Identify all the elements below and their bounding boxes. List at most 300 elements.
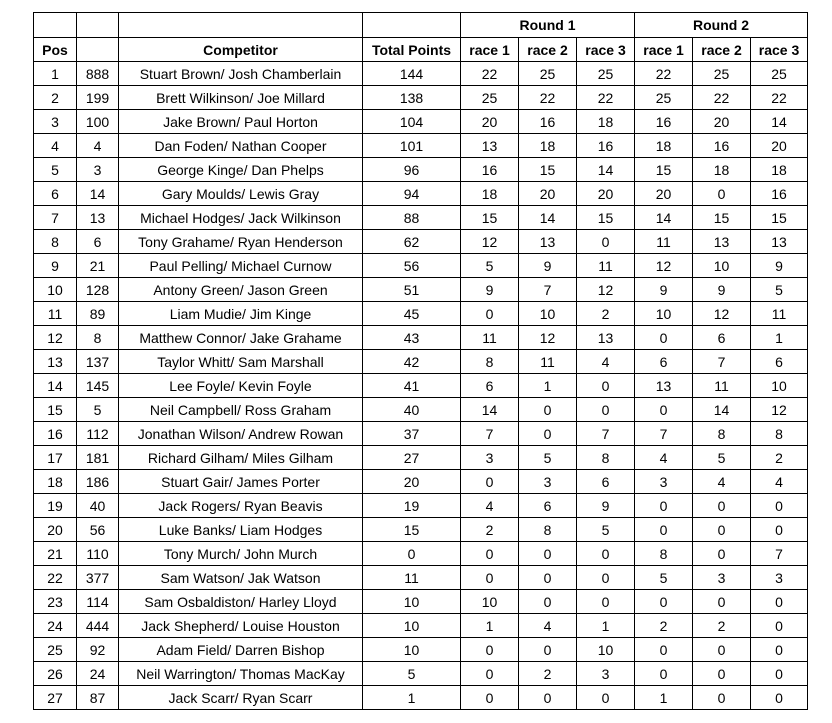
round-1-race-1-cell: 13 — [461, 134, 519, 158]
round-header-row — [34, 13, 808, 38]
total-points-cell: 45 — [363, 302, 461, 326]
table-row — [34, 638, 808, 662]
round-2-race-1-cell: 1 — [635, 686, 693, 710]
round-2-race-3-cell: 6 — [751, 350, 808, 374]
number-cell: 112 — [77, 422, 119, 446]
total-points-cell: 1 — [363, 686, 461, 710]
round-1-race-1-cell: 7 — [461, 422, 519, 446]
round-1-race-3-cell: 8 — [577, 446, 635, 470]
round-1-race-1-cell: 11 — [461, 326, 519, 350]
total-points-cell: 5 — [363, 662, 461, 686]
number-cell: 6 — [77, 230, 119, 254]
number-cell: 14 — [77, 182, 119, 206]
round-1-race-3-cell: 0 — [577, 566, 635, 590]
round-2-race-3-cell: 0 — [751, 614, 808, 638]
table-row — [34, 134, 808, 158]
round-1-race-2-cell: 2 — [519, 662, 577, 686]
round-1-race-3-cell: 0 — [577, 686, 635, 710]
round-1-race-2-cell: 12 — [519, 326, 577, 350]
table-row — [34, 230, 808, 254]
pos-cell: 2 — [34, 86, 77, 110]
pos-cell: 24 — [34, 614, 77, 638]
blank-header-cell — [119, 13, 363, 38]
round-2-race-2-cell: 22 — [693, 86, 751, 110]
pos-cell: 22 — [34, 566, 77, 590]
round-2-race-3-cell: 0 — [751, 518, 808, 542]
round-2-race-3-cell: 22 — [751, 86, 808, 110]
round-1-race-3-cell: 0 — [577, 590, 635, 614]
round-2-race-3-cell: 20 — [751, 134, 808, 158]
number-cell: 888 — [77, 62, 119, 86]
competitor-header: Competitor — [119, 38, 363, 62]
competitor-cell: Michael Hodges/ Jack Wilkinson — [119, 206, 363, 230]
round-2-race-2-cell: 7 — [693, 350, 751, 374]
pos-cell: 25 — [34, 638, 77, 662]
round-1-race-2-cell: 14 — [519, 206, 577, 230]
round-1-race-3-cell: 11 — [577, 254, 635, 278]
results-body — [34, 62, 808, 710]
round-1-race-1-cell: 0 — [461, 566, 519, 590]
number-cell: 181 — [77, 446, 119, 470]
round-1-race-1-cell: 5 — [461, 254, 519, 278]
round-1-race-1-cell: 2 — [461, 518, 519, 542]
table-row — [34, 374, 808, 398]
total-points-cell: 0 — [363, 542, 461, 566]
round-2-race-3-cell: 4 — [751, 470, 808, 494]
round-2-race-1-cell: 22 — [635, 62, 693, 86]
round-1-race-2-cell: 18 — [519, 134, 577, 158]
pos-cell: 5 — [34, 158, 77, 182]
round-1-race-1-cell: 1 — [461, 614, 519, 638]
round-2-race-2-cell: 5 — [693, 446, 751, 470]
total-points-cell: 37 — [363, 422, 461, 446]
round-2-race-1-cell: 8 — [635, 542, 693, 566]
round-2-race-1-cell: 16 — [635, 110, 693, 134]
number-cell: 145 — [77, 374, 119, 398]
table-row — [34, 254, 808, 278]
total-points-header: Total Points — [363, 38, 461, 62]
table-row — [34, 110, 808, 134]
table-row — [34, 686, 808, 710]
total-points-cell: 19 — [363, 494, 461, 518]
round-1-race-3-cell: 25 — [577, 62, 635, 86]
round-2-race-2-cell: 6 — [693, 326, 751, 350]
competitor-cell: Adam Field/ Darren Bishop — [119, 638, 363, 662]
round-1-race-2-cell: 25 — [519, 62, 577, 86]
total-points-cell: 40 — [363, 398, 461, 422]
column-header-row — [34, 38, 808, 62]
round-1-race-2-cell: 5 — [519, 446, 577, 470]
table-row — [34, 494, 808, 518]
number-cell: 377 — [77, 566, 119, 590]
round-2-race-1-cell: 0 — [635, 638, 693, 662]
round-2-race-3-cell: 16 — [751, 182, 808, 206]
competitor-cell: Jonathan Wilson/ Andrew Rowan — [119, 422, 363, 446]
round-1-race-3-cell: 0 — [577, 230, 635, 254]
total-points-cell: 11 — [363, 566, 461, 590]
number-cell: 444 — [77, 614, 119, 638]
round-2-race-1-header: race 1 — [635, 38, 693, 62]
round-1-race-3-cell: 15 — [577, 206, 635, 230]
competitor-cell: Neil Warrington/ Thomas MacKay — [119, 662, 363, 686]
round-2-race-1-cell: 0 — [635, 326, 693, 350]
round-1-race-2-cell: 10 — [519, 302, 577, 326]
round-1-race-1-cell: 3 — [461, 446, 519, 470]
round-1-race-2-cell: 1 — [519, 374, 577, 398]
round-2-race-2-cell: 0 — [693, 494, 751, 518]
round-1-race-1-cell: 25 — [461, 86, 519, 110]
pos-header: Pos — [34, 38, 77, 62]
total-points-cell: 104 — [363, 110, 461, 134]
pos-cell: 9 — [34, 254, 77, 278]
round-2-race-1-cell: 15 — [635, 158, 693, 182]
table-row — [34, 302, 808, 326]
round-1-race-1-cell: 9 — [461, 278, 519, 302]
round-1-race-1-header: race 1 — [461, 38, 519, 62]
pos-cell: 1 — [34, 62, 77, 86]
pos-cell: 15 — [34, 398, 77, 422]
competitor-cell: Brett Wilkinson/ Joe Millard — [119, 86, 363, 110]
round-1-race-2-cell: 16 — [519, 110, 577, 134]
number-cell: 199 — [77, 86, 119, 110]
round-2-race-2-cell: 0 — [693, 662, 751, 686]
competitor-cell: Sam Watson/ Jak Watson — [119, 566, 363, 590]
round-2-race-3-cell: 0 — [751, 590, 808, 614]
round-2-race-2-cell: 0 — [693, 542, 751, 566]
round-2-race-2-cell: 11 — [693, 374, 751, 398]
round-1-race-2-cell: 0 — [519, 686, 577, 710]
round-1-race-1-cell: 10 — [461, 590, 519, 614]
competitor-cell: Matthew Connor/ Jake Grahame — [119, 326, 363, 350]
table-row — [34, 614, 808, 638]
round-2-race-3-cell: 0 — [751, 662, 808, 686]
competitor-cell: Antony Green/ Jason Green — [119, 278, 363, 302]
number-cell: 110 — [77, 542, 119, 566]
competitor-cell: Jack Rogers/ Ryan Beavis — [119, 494, 363, 518]
pos-cell: 14 — [34, 374, 77, 398]
round-2-race-3-cell: 15 — [751, 206, 808, 230]
table-row — [34, 422, 808, 446]
table-row — [34, 326, 808, 350]
total-points-cell: 62 — [363, 230, 461, 254]
round-2-race-2-cell: 8 — [693, 422, 751, 446]
round-1-race-2-cell: 0 — [519, 638, 577, 662]
total-points-cell: 42 — [363, 350, 461, 374]
round-1-race-2-cell: 20 — [519, 182, 577, 206]
competitor-cell: Tony Murch/ John Murch — [119, 542, 363, 566]
round-1-race-1-cell: 8 — [461, 350, 519, 374]
table-row — [34, 182, 808, 206]
competitor-cell: Jack Shepherd/ Louise Houston — [119, 614, 363, 638]
table-row — [34, 86, 808, 110]
pos-cell: 7 — [34, 206, 77, 230]
pos-cell: 27 — [34, 686, 77, 710]
round-1-race-2-cell: 13 — [519, 230, 577, 254]
round-2-race-1-cell: 0 — [635, 662, 693, 686]
competitor-cell: Lee Foyle/ Kevin Foyle — [119, 374, 363, 398]
round-1-race-2-cell: 7 — [519, 278, 577, 302]
round-1-race-3-cell: 16 — [577, 134, 635, 158]
round-2-race-3-cell: 14 — [751, 110, 808, 134]
round-1-race-2-cell: 8 — [519, 518, 577, 542]
total-points-cell: 56 — [363, 254, 461, 278]
round-1-race-1-cell: 0 — [461, 662, 519, 686]
round-1-race-3-cell: 2 — [577, 302, 635, 326]
number-cell: 5 — [77, 398, 119, 422]
number-cell: 186 — [77, 470, 119, 494]
total-points-cell: 20 — [363, 470, 461, 494]
round-2-race-2-cell: 0 — [693, 686, 751, 710]
number-cell: 128 — [77, 278, 119, 302]
round-1-race-2-cell: 22 — [519, 86, 577, 110]
total-points-cell: 144 — [363, 62, 461, 86]
round-1-race-3-cell: 0 — [577, 374, 635, 398]
competitor-cell: Richard Gilham/ Miles Gilham — [119, 446, 363, 470]
number-cell: 13 — [77, 206, 119, 230]
pos-cell: 18 — [34, 470, 77, 494]
competitor-cell: Paul Pelling/ Michael Curnow — [119, 254, 363, 278]
round-1-race-1-cell: 22 — [461, 62, 519, 86]
round-2-race-1-cell: 3 — [635, 470, 693, 494]
round-2-race-1-cell: 13 — [635, 374, 693, 398]
round-2-race-3-cell: 3 — [751, 566, 808, 590]
round-2-race-3-cell: 0 — [751, 638, 808, 662]
blank-header-cell — [77, 13, 119, 38]
round-2-race-2-cell: 2 — [693, 614, 751, 638]
round-1-race-3-cell: 7 — [577, 422, 635, 446]
competitor-cell: Luke Banks/ Liam Hodges — [119, 518, 363, 542]
round-1-race-1-cell: 20 — [461, 110, 519, 134]
round-2-race-1-cell: 0 — [635, 398, 693, 422]
round-1-race-3-cell: 3 — [577, 662, 635, 686]
round-2-race-2-cell: 12 — [693, 302, 751, 326]
round-1-race-3-cell: 20 — [577, 182, 635, 206]
round-2-race-3-cell: 0 — [751, 686, 808, 710]
total-points-cell: 15 — [363, 518, 461, 542]
round-2-race-3-cell: 7 — [751, 542, 808, 566]
total-points-cell: 43 — [363, 326, 461, 350]
round-1-race-1-cell: 0 — [461, 470, 519, 494]
round-2-race-1-cell: 2 — [635, 614, 693, 638]
competitor-cell: Taylor Whitt/ Sam Marshall — [119, 350, 363, 374]
pos-cell: 23 — [34, 590, 77, 614]
number-cell: 21 — [77, 254, 119, 278]
round-2-race-1-cell: 5 — [635, 566, 693, 590]
pos-cell: 20 — [34, 518, 77, 542]
table-row — [34, 350, 808, 374]
round-2-race-3-cell: 5 — [751, 278, 808, 302]
number-cell: 40 — [77, 494, 119, 518]
total-points-cell: 88 — [363, 206, 461, 230]
table-row — [34, 398, 808, 422]
round-2-race-1-cell: 0 — [635, 518, 693, 542]
competitor-cell: Liam Mudie/ Jim Kinge — [119, 302, 363, 326]
round-2-race-1-cell: 10 — [635, 302, 693, 326]
round-1-race-1-cell: 16 — [461, 158, 519, 182]
round-2-race-1-cell: 25 — [635, 86, 693, 110]
round-1-race-3-cell: 0 — [577, 542, 635, 566]
round-2-race-3-cell: 1 — [751, 326, 808, 350]
round-2-race-2-header: race 2 — [693, 38, 751, 62]
round-2-race-1-cell: 0 — [635, 590, 693, 614]
round-1-race-3-cell: 6 — [577, 470, 635, 494]
round-2-race-2-cell: 0 — [693, 638, 751, 662]
round-2-race-2-cell: 15 — [693, 206, 751, 230]
round-1-race-2-cell: 15 — [519, 158, 577, 182]
round-1-race-2-cell: 9 — [519, 254, 577, 278]
round-2-race-3-cell: 12 — [751, 398, 808, 422]
number-cell: 56 — [77, 518, 119, 542]
round-2-race-1-cell: 12 — [635, 254, 693, 278]
competitor-cell: Stuart Brown/ Josh Chamberlain — [119, 62, 363, 86]
competitor-cell: Sam Osbaldiston/ Harley Lloyd — [119, 590, 363, 614]
total-points-cell: 10 — [363, 638, 461, 662]
pos-cell: 11 — [34, 302, 77, 326]
round-1-race-3-header: race 3 — [577, 38, 635, 62]
round-1-race-3-cell: 22 — [577, 86, 635, 110]
pos-cell: 16 — [34, 422, 77, 446]
round-1-race-1-cell: 0 — [461, 638, 519, 662]
table-row — [34, 662, 808, 686]
round-1-race-1-cell: 6 — [461, 374, 519, 398]
round-1-race-3-cell: 13 — [577, 326, 635, 350]
round-2-race-3-header: race 3 — [751, 38, 808, 62]
round-2-race-1-cell: 20 — [635, 182, 693, 206]
round-2-race-3-cell: 18 — [751, 158, 808, 182]
number-header — [77, 38, 119, 62]
round-1-race-3-cell: 1 — [577, 614, 635, 638]
round-1-race-2-cell: 4 — [519, 614, 577, 638]
round-2-race-2-cell: 3 — [693, 566, 751, 590]
number-cell: 4 — [77, 134, 119, 158]
round-2-race-1-cell: 11 — [635, 230, 693, 254]
round-2-race-3-cell: 0 — [751, 494, 808, 518]
number-cell: 8 — [77, 326, 119, 350]
pos-cell: 13 — [34, 350, 77, 374]
round-2-race-3-cell: 10 — [751, 374, 808, 398]
round-2-race-2-cell: 0 — [693, 182, 751, 206]
pos-cell: 21 — [34, 542, 77, 566]
competitor-cell: Neil Campbell/ Ross Graham — [119, 398, 363, 422]
round-1-race-2-cell: 3 — [519, 470, 577, 494]
round-1-race-1-cell: 14 — [461, 398, 519, 422]
pos-cell: 26 — [34, 662, 77, 686]
number-cell: 92 — [77, 638, 119, 662]
table-row — [34, 542, 808, 566]
table-row — [34, 518, 808, 542]
total-points-cell: 138 — [363, 86, 461, 110]
round-1-race-2-cell: 0 — [519, 542, 577, 566]
round-2-race-3-cell: 11 — [751, 302, 808, 326]
round-2-race-3-cell: 2 — [751, 446, 808, 470]
round-1-race-2-cell: 0 — [519, 590, 577, 614]
table-row — [34, 470, 808, 494]
round-2-race-1-cell: 4 — [635, 446, 693, 470]
round-2-race-2-cell: 0 — [693, 518, 751, 542]
number-cell: 89 — [77, 302, 119, 326]
round-2-race-2-cell: 14 — [693, 398, 751, 422]
round-1-race-3-cell: 4 — [577, 350, 635, 374]
pos-cell: 6 — [34, 182, 77, 206]
round-1-race-1-cell: 0 — [461, 686, 519, 710]
table-row — [34, 206, 808, 230]
round-2-race-3-cell: 8 — [751, 422, 808, 446]
round-1-race-2-cell: 11 — [519, 350, 577, 374]
pos-cell: 17 — [34, 446, 77, 470]
round-1-race-3-cell: 10 — [577, 638, 635, 662]
number-cell: 137 — [77, 350, 119, 374]
total-points-cell: 10 — [363, 614, 461, 638]
competitor-cell: George Kinge/ Dan Phelps — [119, 158, 363, 182]
round-2-race-3-cell: 25 — [751, 62, 808, 86]
round-2-race-2-cell: 0 — [693, 590, 751, 614]
competitor-cell: Jake Brown/ Paul Horton — [119, 110, 363, 134]
number-cell: 3 — [77, 158, 119, 182]
round-2-race-2-cell: 20 — [693, 110, 751, 134]
table-row — [34, 566, 808, 590]
pos-cell: 10 — [34, 278, 77, 302]
pos-cell: 8 — [34, 230, 77, 254]
round-1-race-3-cell: 0 — [577, 398, 635, 422]
round-1-race-1-cell: 18 — [461, 182, 519, 206]
round-2-race-2-cell: 9 — [693, 278, 751, 302]
round-1-race-1-cell: 0 — [461, 302, 519, 326]
pos-cell: 19 — [34, 494, 77, 518]
round-1-race-2-cell: 0 — [519, 398, 577, 422]
total-points-cell: 10 — [363, 590, 461, 614]
total-points-cell: 94 — [363, 182, 461, 206]
total-points-cell: 41 — [363, 374, 461, 398]
table-row — [34, 446, 808, 470]
round-1-race-3-cell: 18 — [577, 110, 635, 134]
round-2-race-3-cell: 9 — [751, 254, 808, 278]
round-2-race-2-cell: 16 — [693, 134, 751, 158]
competitor-cell: Tony Grahame/ Ryan Henderson — [119, 230, 363, 254]
round-2-race-1-cell: 9 — [635, 278, 693, 302]
round-1-race-2-cell: 0 — [519, 566, 577, 590]
round-2-race-1-cell: 0 — [635, 494, 693, 518]
blank-header-cell — [34, 13, 77, 38]
round-2-race-1-cell: 14 — [635, 206, 693, 230]
round-1-race-2-cell: 6 — [519, 494, 577, 518]
round-1-race-1-cell: 15 — [461, 206, 519, 230]
round-1-race-2-cell: 0 — [519, 422, 577, 446]
number-cell: 24 — [77, 662, 119, 686]
results-table — [33, 12, 808, 710]
round-2-race-1-cell: 18 — [635, 134, 693, 158]
number-cell: 87 — [77, 686, 119, 710]
round-1-header: Round 1 — [461, 13, 635, 38]
pos-cell: 3 — [34, 110, 77, 134]
total-points-cell: 101 — [363, 134, 461, 158]
total-points-cell: 96 — [363, 158, 461, 182]
round-2-race-2-cell: 18 — [693, 158, 751, 182]
round-2-header: Round 2 — [635, 13, 808, 38]
table-row — [34, 62, 808, 86]
round-2-race-2-cell: 25 — [693, 62, 751, 86]
total-points-cell: 27 — [363, 446, 461, 470]
round-2-race-1-cell: 6 — [635, 350, 693, 374]
round-1-race-2-header: race 2 — [519, 38, 577, 62]
round-1-race-3-cell: 14 — [577, 158, 635, 182]
number-cell: 100 — [77, 110, 119, 134]
pos-cell: 4 — [34, 134, 77, 158]
round-2-race-2-cell: 13 — [693, 230, 751, 254]
round-1-race-3-cell: 9 — [577, 494, 635, 518]
round-1-race-3-cell: 5 — [577, 518, 635, 542]
number-cell: 114 — [77, 590, 119, 614]
round-2-race-1-cell: 7 — [635, 422, 693, 446]
